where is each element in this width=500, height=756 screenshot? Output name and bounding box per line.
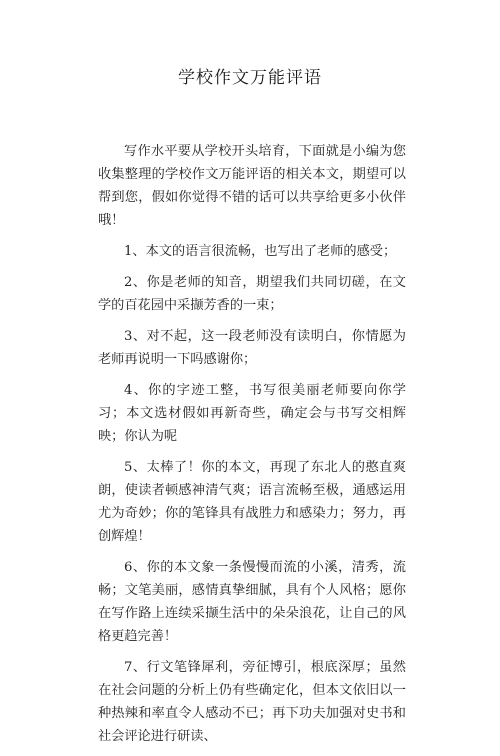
comment-paragraph-3: 3、对不起，这一段老师没有读明白，你情愿为老师再说明一下吗感谢你；	[98, 329, 406, 367]
comment-paragraph-6: 6、你的本文象一条慢慢而流的小溪，清秀，流畅；文笔美丽，感情真挚细腻，具有个人风格；愿你在写作路上连续采撷生活中的朵朵浪花，让自己的风格更趋完善！	[98, 560, 406, 644]
document-body	[98, 140, 406, 756]
comment-paragraph-7: 7、行文笔锋犀利，旁征博引，根底深厚；虽然在社会问题的分析上仍有些确定化，但本文依旧以一种热辣和率直令人感动不已；再下功夫加强对史书和社会评论进行研读、	[98, 660, 406, 744]
intro-paragraph: 写作水平要从学校开头培育，下面就是小编为您收集整理的学校作文万能评语的相关本文，期望可以帮到您，假如你觉得不错的话可以共享给更多小伙伴哦！	[98, 144, 406, 228]
comment-paragraph-1: 1、本文的语言很流畅，也写出了老师的感受；	[124, 244, 397, 259]
comment-paragraph-5: 5、太棒了！你的本文，再现了东北人的憨直爽朗，使读者顿感神清气爽；语言流畅至极，通感运用尤为奇妙；你的笔锋具有战胜力和感染力；努力，再创辉煌！	[98, 460, 406, 544]
comment-paragraph-4: 4、你的字迹工整，书写很美丽老师要向你学习；本文选材假如再新奇些，确定会与书写交相辉映；你认为呢	[98, 383, 406, 444]
document-title: 学校作文万能评语	[178, 68, 322, 88]
comment-paragraph-2: 2、你是老师的知音，期望我们共同切磋，在文学的百花园中采撷芳香的一束；	[98, 275, 406, 313]
